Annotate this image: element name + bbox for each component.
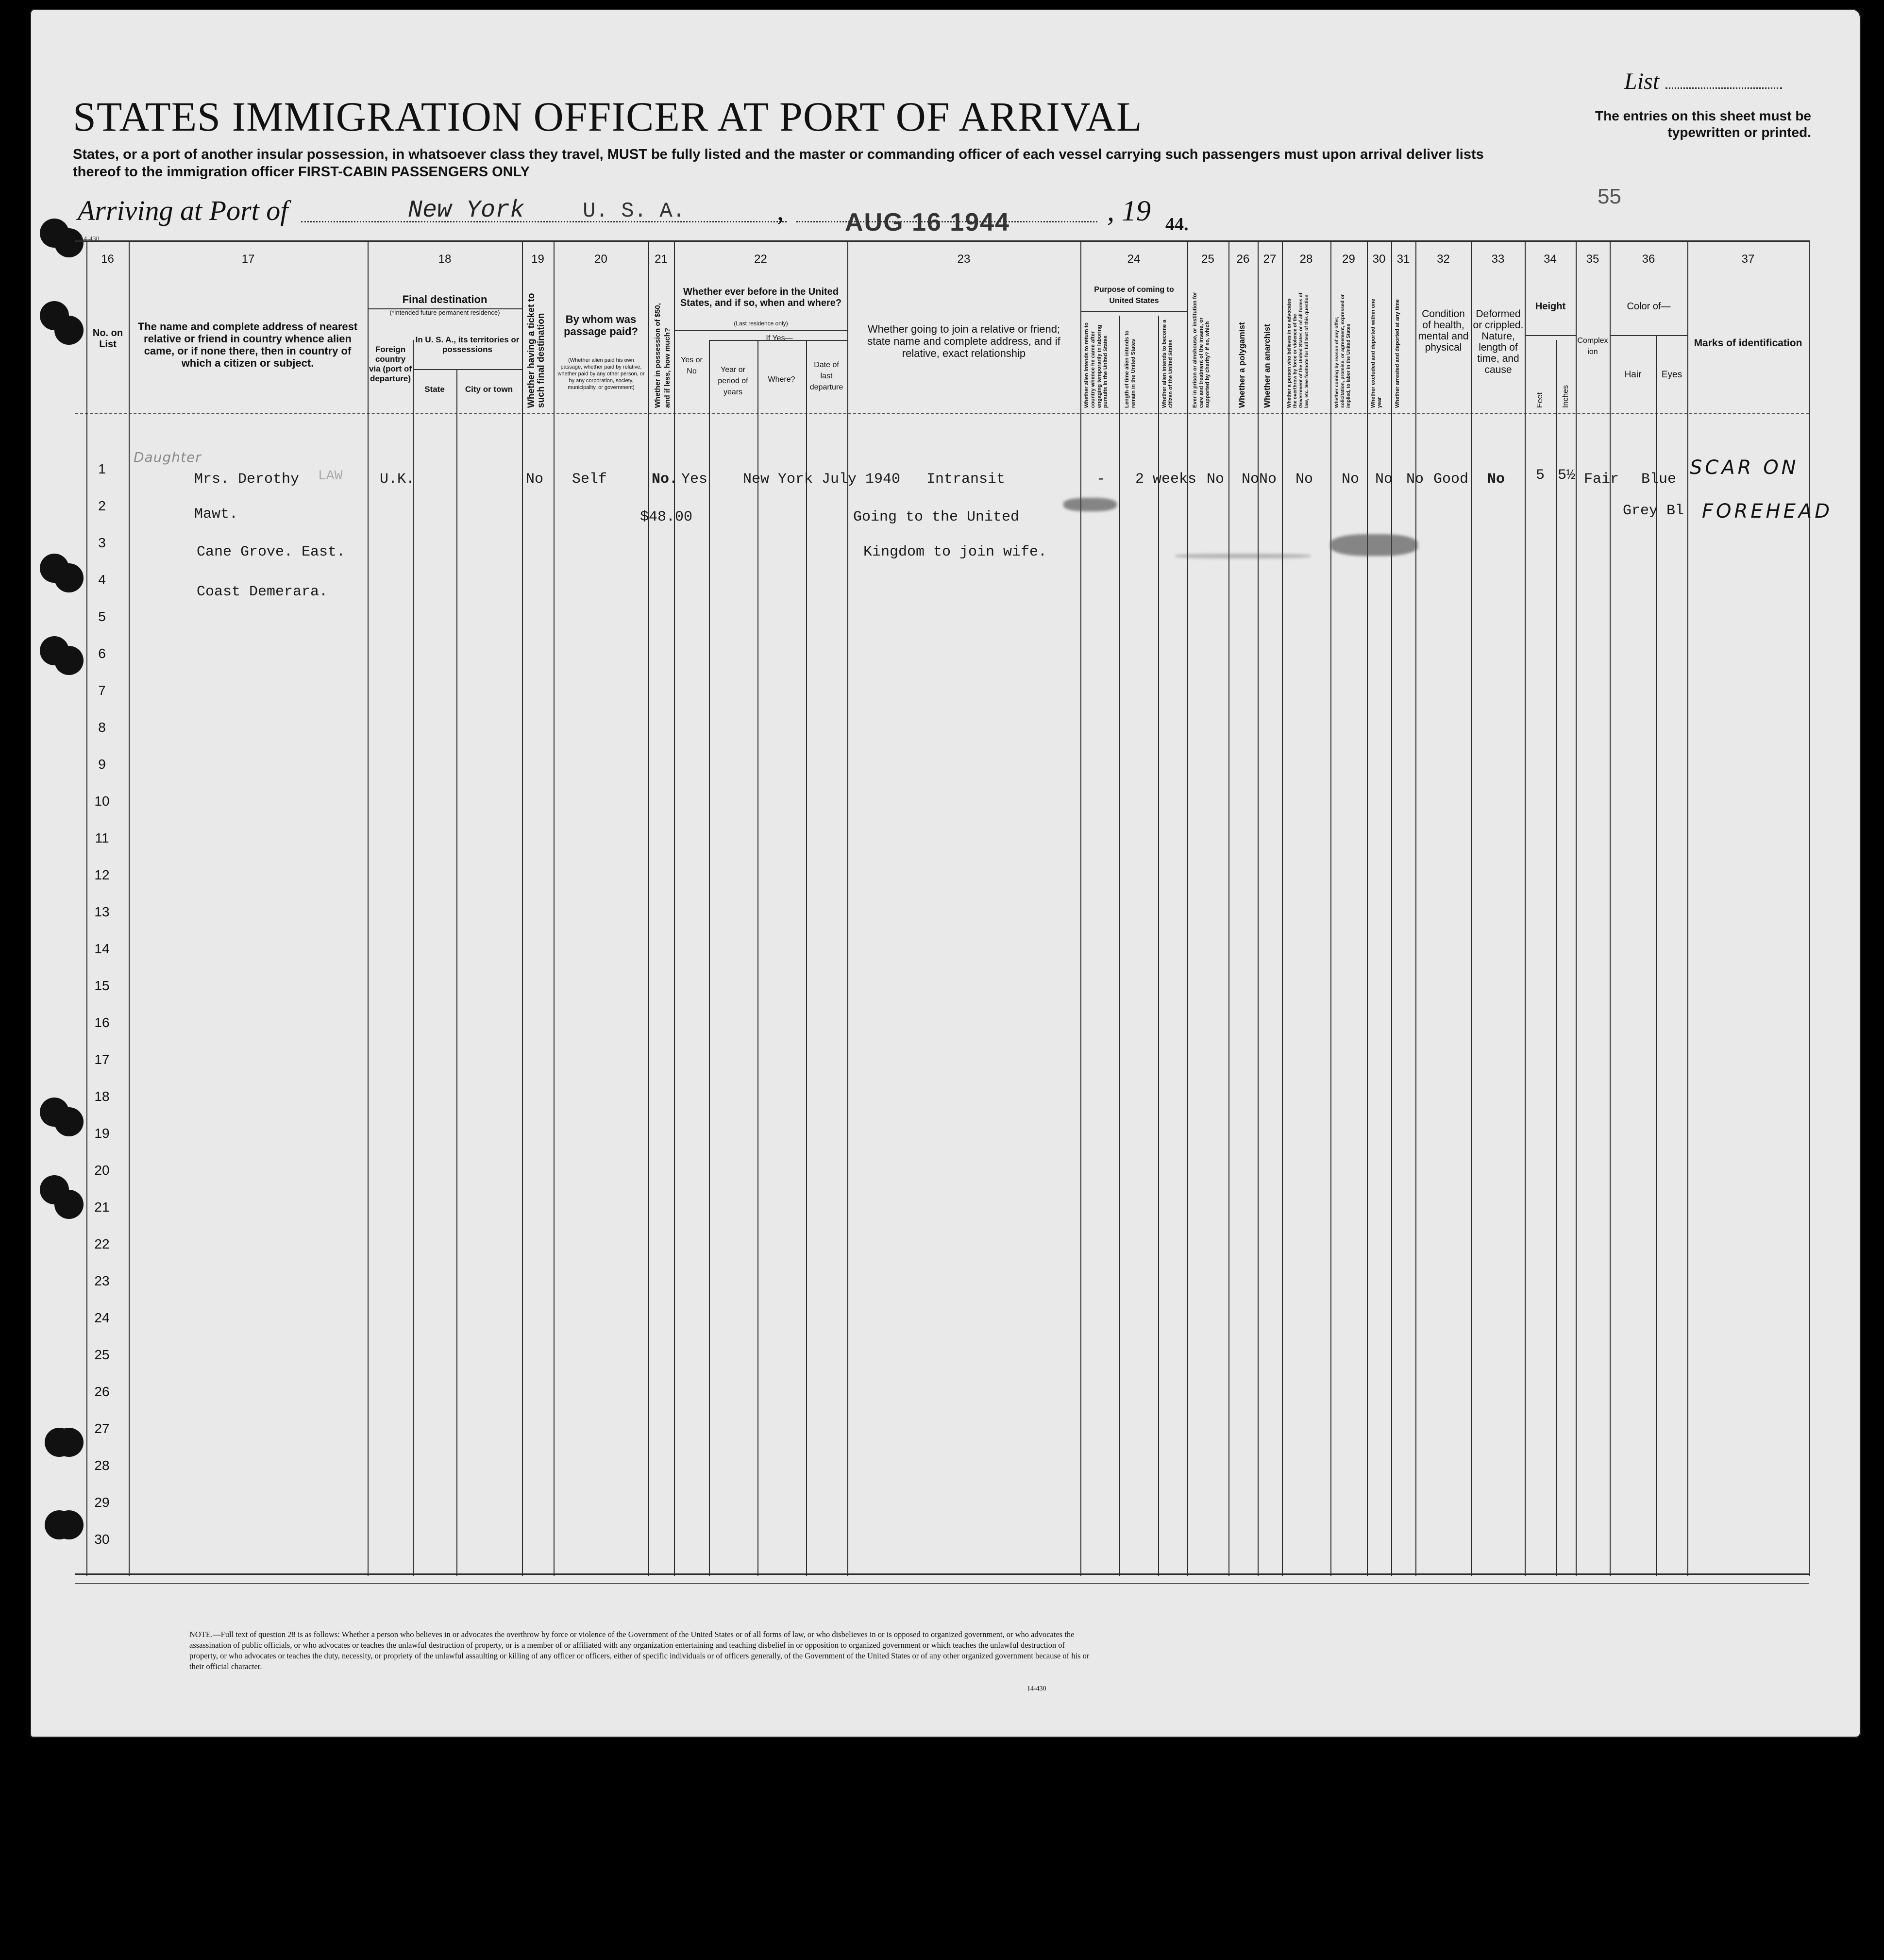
col-line — [1687, 240, 1688, 1576]
hdr-purpose: Purpose of coming to United States — [1094, 286, 1174, 305]
instructions-text: States, or a port of another insular possession, in whatsoever class they travel, MUST be fully listed and the master or commanding officer of each vessel carrying such passengers must upon arrival deliver lists thereof to the immigration officer FIRST-CABIN PASSENGERS ONLY — [73, 147, 1484, 180]
punch-hole — [54, 1510, 84, 1539]
page-title: STATES IMMIGRATION OFFICER AT PORT OF ARRIVAL — [73, 93, 1143, 140]
col-num-28: 28 — [1299, 253, 1313, 266]
col-line — [522, 240, 523, 1576]
punch-hole — [54, 563, 84, 592]
row-number: 3 — [98, 535, 106, 550]
manifest-sheet — [30, 9, 1861, 1738]
row-number: 20 — [94, 1163, 110, 1178]
length-of-stay-value: 2 weeks — [1135, 471, 1197, 488]
col-num-23: 23 — [957, 253, 971, 266]
complexion-value: Fair — [1584, 471, 1619, 488]
question-28-value: No — [1295, 471, 1313, 488]
foreign-country-value: U.K. — [380, 471, 415, 488]
header-bottom-rule — [75, 413, 1809, 414]
ink-smudge — [1063, 498, 1117, 511]
hdr-money: Whether in possession of $50, and if less, how much? — [654, 303, 672, 408]
hdr-anarchist: Whether an anarchist — [1262, 324, 1272, 408]
hdr-going-to-join: Whether going to join a relative or friend; state name and complete address, and if relative, exact relationship — [867, 323, 1060, 359]
row-number: 27 — [94, 1421, 110, 1436]
col-line — [1391, 240, 1392, 1576]
col-line — [1282, 240, 1283, 1576]
col-num-18: 18 — [438, 253, 452, 266]
deformed-value: No — [1487, 471, 1505, 488]
health-value: Good — [1433, 471, 1469, 488]
purpose-dash: - — [1096, 471, 1106, 488]
hdr-no-on-list: No. on List — [92, 328, 123, 350]
hdr-inches: Inches — [1562, 385, 1570, 408]
before-yes-no-value: Yes — [681, 471, 708, 488]
year-prefix: , 19 — [1107, 195, 1151, 227]
row-number: 18 — [94, 1089, 110, 1104]
ink-smudge — [1175, 554, 1311, 558]
col-line — [456, 369, 457, 1576]
col-line — [1330, 240, 1331, 1576]
row-number: 12 — [94, 867, 110, 882]
hdr-ever-before-sub: (Last residence only) — [734, 320, 788, 327]
hdr-final-destination: Final destination — [402, 293, 488, 305]
col-num-29: 29 — [1342, 253, 1355, 266]
punch-hole — [54, 646, 84, 675]
row-number: 5 — [98, 609, 106, 624]
col-num-26: 26 — [1236, 253, 1250, 266]
hdr-nearest-relative: The name and complete address of nearest relative or friend in country whence alien came, or if none there, then in country of which a citizen or subject. — [137, 321, 358, 369]
relative-line-2: Mawt. — [194, 506, 238, 523]
col-num-35: 35 — [1586, 253, 1599, 266]
col-num-20: 20 — [594, 253, 607, 266]
footnote-question-28: NOTE.—Full text of question 28 is as follows: Whether a person who believes in or advocates the overthrow by force or violence of the Government of the United States or of all forms of law, or who disbelieves in or is opposed to organized government, or who advocates the assassination of public officials, or who advocates or teaches the unlawful destruction of property, or is a member of or affiliated with any organization entertaining and teaching disbelief in or opposition to organized government or which teaches the unlawful destruction of property, or who advocates or teaches the duty, necessity, or propriety of the unlawful assaulting or killing of any officer or officers, either of specific individuals or of officers generally, of the Government of the United States or of any other organized government because of his or their official character. — [189, 1630, 1090, 1671]
row-number: 22 — [94, 1236, 110, 1251]
subheader-rule — [1610, 335, 1687, 336]
row-number: 1 — [98, 461, 106, 476]
hdr-state: State — [424, 385, 445, 394]
col-line — [554, 240, 555, 1576]
col-line — [1610, 240, 1611, 1576]
col-line — [1525, 240, 1526, 1576]
col-line — [806, 340, 807, 1576]
col-line — [1556, 340, 1557, 1576]
hdr-color-of: Color of— — [1627, 301, 1671, 312]
col-line — [1367, 240, 1368, 1576]
col-line — [1471, 240, 1472, 1576]
row-number: 19 — [94, 1126, 110, 1141]
margin-note: Daughter — [134, 449, 202, 465]
col-num-17: 17 — [241, 253, 255, 266]
labor-offer-value: No — [1342, 471, 1360, 488]
col-line — [1158, 316, 1159, 1576]
hdr-city: City or town — [465, 385, 513, 394]
punch-hole — [54, 228, 84, 257]
subheader-rule — [674, 330, 847, 331]
port-value: New York — [408, 197, 525, 224]
hdr-labor-offer: Whether coming by reason of any offer, solicitation, promise, or agreement, expressed or implied, to labor in the United States — [1334, 294, 1351, 408]
hdr-hair: Hair — [1624, 370, 1642, 380]
col-line — [1656, 335, 1657, 1576]
hdr-question-28: Whether a person who believes in or advocates the overthrow by force or violence of the Government of the United States or of all forms of law, etc. See footnote for full text of this question — [1287, 292, 1310, 408]
col-line — [1187, 240, 1188, 1576]
hdr-final-destination-sub: (*Intended future permanent residence) — [389, 309, 500, 316]
col-num-21: 21 — [655, 253, 668, 266]
row-number: 6 — [98, 646, 106, 661]
col-num-25: 25 — [1201, 253, 1214, 266]
col-num-16: 16 — [101, 253, 114, 266]
row-number: 28 — [94, 1458, 110, 1473]
polygamist-anarchist-value: NoNo — [1242, 471, 1277, 488]
page-number: 55 — [1598, 185, 1621, 208]
col-line — [1119, 316, 1120, 1576]
relative-line-3: Cane Grove. East. — [197, 544, 346, 560]
list-number-line — [1665, 87, 1782, 89]
row-number: 15 — [94, 978, 110, 993]
year-value: 44. — [1165, 214, 1189, 235]
hdr-year-period: Year or period of years — [718, 366, 748, 396]
hdr-yes-no: Yes or No — [681, 356, 703, 375]
prison-value: No — [1207, 471, 1225, 488]
hdr-by-whom-paid-sub: (Whether alien paid his own passage, whether paid by relative, whether paid by any other person, or by any corporation, society, municipality, or government) — [557, 357, 645, 390]
punch-hole — [54, 316, 84, 345]
col-num-36: 36 — [1642, 253, 1655, 266]
hdr-purpose-b: Length of time alien intends to remain in the United States — [1124, 330, 1136, 408]
row-number: 10 — [94, 794, 110, 809]
col-line — [1415, 240, 1416, 1576]
hdr-height: Height — [1535, 301, 1566, 312]
hdr-foreign-country: Foreign country via (port of departure) — [369, 345, 412, 383]
row-number: 13 — [94, 904, 110, 919]
row-number: 24 — [94, 1310, 110, 1325]
col-line — [129, 240, 130, 1576]
row-number: 9 — [98, 757, 106, 772]
col-line — [709, 340, 710, 1576]
joining-line-1: Intransit — [926, 471, 1006, 488]
separator: , — [777, 195, 784, 226]
hdr-where: Where? — [768, 375, 795, 384]
hdr-if-yes: If Yes— — [766, 334, 793, 342]
relative-line-4: Coast Demerara. — [197, 584, 328, 600]
row-number: 23 — [94, 1273, 110, 1288]
port-line — [301, 221, 787, 222]
table-bottom-rule — [75, 1573, 1809, 1575]
joining-line-2: Going to the United — [853, 509, 1020, 525]
form-id-bottom: 14-430 — [1027, 1685, 1046, 1692]
excluded-value: No — [1375, 471, 1393, 488]
row-number: 29 — [94, 1495, 110, 1510]
col-line — [1258, 240, 1259, 1576]
arrested-value: No — [1406, 471, 1424, 488]
hdr-feet: Feet — [1536, 392, 1544, 408]
hdr-eyes: Eyes — [1661, 370, 1682, 380]
hdr-health: Condition of health, mental and physical — [1418, 308, 1469, 353]
relative-line-1: Mrs. Derothy — [194, 471, 300, 488]
hdr-date-departure: Date of last departure — [809, 361, 843, 391]
col-line — [757, 340, 758, 1576]
hdr-deformed: Deformed or crippled. Nature, length of time, and cause — [1473, 308, 1524, 375]
hdr-ever-before: Whether ever before in the United States, and if so, when and where? — [680, 287, 842, 308]
hdr-purpose-a: Whether alien intends to return to country whence he came after engaging temporarily in laboring pursuits in the United States — [1084, 322, 1109, 408]
col-line — [1080, 240, 1081, 1576]
row-number: 8 — [98, 720, 106, 735]
row-number: 4 — [98, 572, 106, 587]
hdr-polygamist: Whether a polygamist — [1237, 322, 1246, 408]
hdr-prison: Ever in prison or almshouse, or institution for care and treatment of the insane, or supported by charity? If so, which — [1192, 292, 1211, 408]
row-number: 30 — [94, 1532, 110, 1547]
col-num-30: 30 — [1372, 253, 1386, 266]
form-id-top: 14-430 — [80, 236, 100, 243]
row-number: 14 — [94, 941, 110, 956]
row-number: 21 — [94, 1200, 110, 1215]
hair-line-2-value: Grey Bl — [1623, 503, 1684, 519]
relative-annotation: LAW — [318, 469, 343, 484]
height-inches-value: 5½ — [1558, 467, 1576, 484]
col-num-32: 32 — [1437, 253, 1450, 266]
col-num-31: 31 — [1396, 253, 1410, 266]
col-num-27: 27 — [1263, 253, 1277, 266]
row-number: 26 — [94, 1384, 110, 1399]
col-num-22: 22 — [754, 253, 767, 266]
hdr-excluded: Whether excluded and deported within one year — [1370, 299, 1382, 408]
marks-line-2: FOREHEAD — [1702, 500, 1833, 523]
marks-line-1: SCAR ON — [1690, 456, 1799, 479]
col-line — [847, 240, 848, 1576]
hdr-marks: Marks of identification — [1694, 338, 1802, 349]
list-label: List — [1624, 68, 1660, 94]
col-line — [648, 240, 649, 1576]
table-top-rule — [75, 240, 1809, 242]
hdr-by-whom-paid: By whom was passage paid? — [564, 313, 638, 338]
subheader-rule — [413, 369, 522, 370]
col-line — [413, 340, 414, 1576]
hdr-in-usa: In U. S. A., its territories or possessions — [415, 335, 520, 354]
entries-note: The entries on this sheet must be typewritten or printed. — [1595, 108, 1811, 140]
ink-smudge — [1330, 534, 1418, 556]
hdr-ticket: Whether having a ticket to such final destination — [526, 293, 546, 408]
punch-hole — [54, 1428, 84, 1457]
row-number: 16 — [94, 1015, 110, 1030]
row-number: 11 — [95, 830, 109, 845]
height-feet-value: 5 — [1536, 467, 1545, 484]
col-line — [1809, 240, 1810, 1576]
punch-hole — [54, 1107, 84, 1136]
punch-hole — [54, 1190, 84, 1219]
row-number: 2 — [98, 498, 106, 513]
date-stamp: AUG 16 1944 — [845, 208, 1010, 237]
subheader-rule — [1080, 311, 1187, 312]
money-value: No. — [652, 471, 678, 488]
row-number: 25 — [94, 1347, 110, 1362]
table-bottom-rule-2 — [75, 1583, 1809, 1584]
before-where-year-value: New York July 1940 — [743, 471, 901, 488]
passage-paid-value: Self — [572, 471, 607, 488]
row-number: 7 — [98, 683, 106, 698]
col-line — [1576, 240, 1577, 1576]
hdr-complexion: Complexion — [1577, 337, 1608, 356]
hair-value: Blue — [1641, 471, 1677, 488]
arriving-label: Arriving at Port of — [78, 195, 288, 226]
hdr-arrested: Whether arrested and deported at any time — [1395, 299, 1400, 408]
col-line — [368, 240, 369, 1576]
col-num-19: 19 — [531, 253, 544, 266]
col-line — [674, 240, 675, 1576]
col-num-33: 33 — [1491, 253, 1505, 266]
money-amount-value: $48.00 — [640, 509, 693, 525]
ticket-value: No — [526, 471, 544, 488]
col-line — [1228, 240, 1229, 1576]
row-number: 17 — [94, 1052, 110, 1067]
col-num-37: 37 — [1741, 253, 1755, 266]
port-country: U. S. A. — [583, 199, 686, 223]
hdr-purpose-c: Whether alien intends to become a citizen of the United States — [1161, 320, 1174, 408]
subheader-rule — [1525, 335, 1576, 336]
col-num-34: 34 — [1544, 253, 1557, 266]
joining-line-3: Kingdom to join wife. — [863, 544, 1047, 560]
col-num-24: 24 — [1127, 253, 1141, 266]
